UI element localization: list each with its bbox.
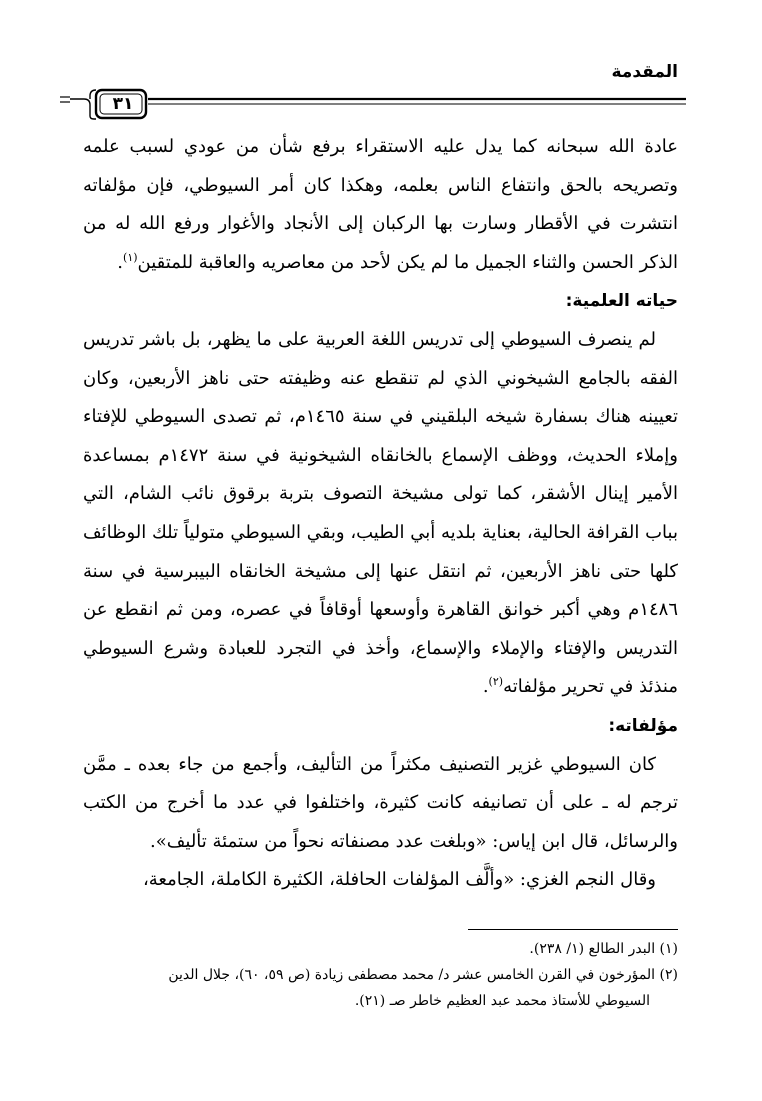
running-title: المقدمة bbox=[611, 62, 678, 82]
footnote-marker: (٢) bbox=[488, 675, 504, 689]
paragraph: عادة الله سبحانه كما يدل عليه الاستقراء برفع شأن من عودي لسبب علمه وتصريحه بالحق وانتفاع الناس بعلمه، وهكذا كان أمر السيوطي، فإن مؤلفاته انتشرت في الأقطار وسارت بها الركبان إلى الأنجاد والأغوار ورفع الله له من الذكر الحسن والثناء الجميل ما لم يكن لأحد من معاصريه والعاقبة للمتقين$^{(١)}$. bbox=[83, 136, 678, 273]
paragraph: كان السيوطي غزير التصنيف مكثراً من التأليف، وأجمع من جاء بعده ـ ممَّن ترجم له ـ على أن تصانيفه كانت كثيرة، واختلفوا في عدد ما أخرج من الكتب والرسائل، قال ابن إياس: «وبلغت عدد مصنفاته نحواً من ستمئة تأليف». bbox=[83, 753, 678, 852]
footnote: (٢) المؤرخون في القرن الخامس عشر د/ محمد مصطفى زيادة (ص ٥٩، ٦٠)، جلال الدين bbox=[168, 967, 678, 983]
footnote-separator bbox=[468, 929, 678, 930]
footnote-continuation: السيوطي للأستاذ محمد عبد العظيم خاطر صـ (٢١). bbox=[354, 993, 650, 1009]
header-rule-ornament bbox=[60, 86, 686, 120]
section-heading: حياته العلمية: bbox=[565, 291, 678, 312]
footnotes bbox=[83, 936, 678, 1014]
page-number: ٣١ bbox=[112, 94, 134, 114]
paragraph: وقال النجم الغزي: «وألَّف المؤلفات الحافلة، الكثيرة الكاملة، الجامعة، bbox=[142, 869, 656, 891]
footnote: (١) البدر الطالع (١/ ٢٣٨). bbox=[529, 941, 678, 957]
paragraph: لم ينصرف السيوطي إلى تدريس اللغة العربية على ما يظهر، بل باشر تدريس الفقه بالجامع الشيخوني الذي لم تنقطع عنه وظيفته حتى ناهز الأربعين، وكان تعيينه هناك بسفارة شيخه البلقيني في سنة ١٤٦٥م، ثم تصدى السيوطي للإفتاء وإملاء الحديث، ووظف الإسماع بالخانقاه الشيخونية في سنة ١٤٧٢م بمساعدة الأمير إينال الأشقر، كما تولى مشيخة التصوف بتربة برقوق نائب الشام، التي بباب القرافة الحالية، بعناية بلديه أبي الطيب، وبقي السيوطي متولياً تلك الوظائف كلها حتى ناهز الأربعين، ثم انتقل عنها إلى مشيخة الخانقاه البيبرسية في سنة ١٤٨٦م وهي أكبر خوانق القاهرة وأوسعها أوقافاً في عصره، ومن ثم انقطع عن التدريس والإفتاء والإملاء والإسماع، وأخذ في التجرد للعبادة وشرع السيوطي منذئذ في تحرير مؤلفاته$^{(٢)}$. bbox=[83, 328, 678, 698]
body-text bbox=[83, 128, 678, 900]
section-heading: مؤلفاته: bbox=[608, 715, 678, 736]
footnote-marker: (١) bbox=[123, 250, 138, 264]
